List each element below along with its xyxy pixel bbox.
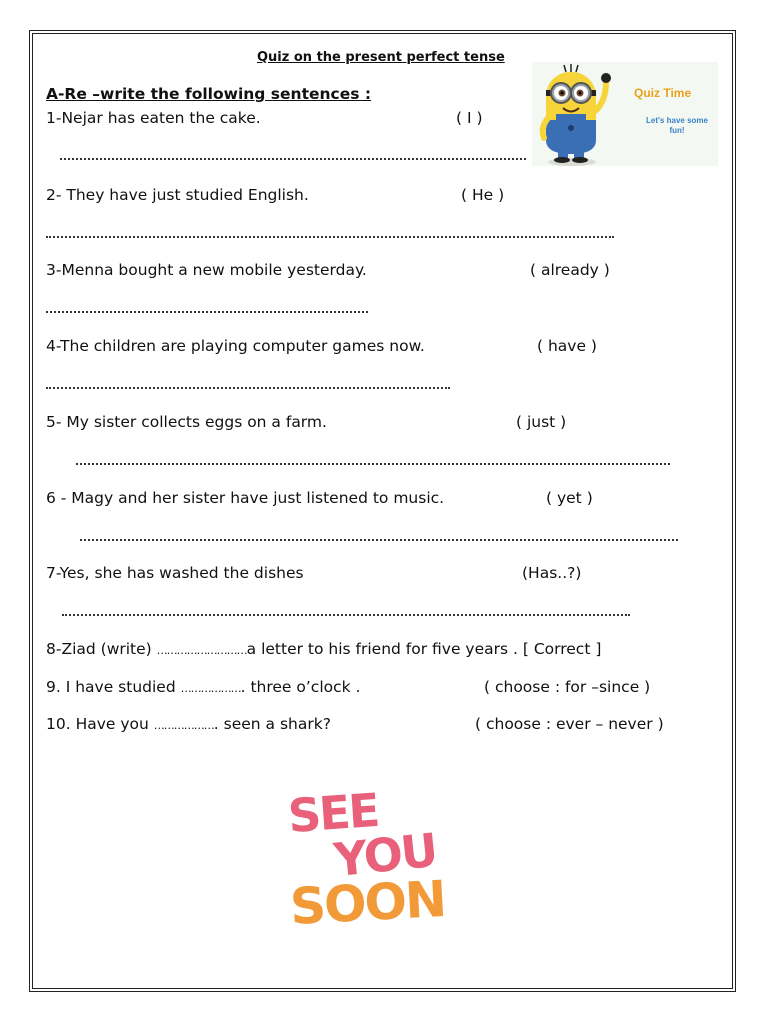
section-heading: A-Re –write the following sentences : bbox=[46, 85, 372, 103]
question-5-text: 5- My sister collects eggs on a farm. bbox=[46, 413, 327, 431]
see-you-soon-graphic bbox=[282, 782, 472, 937]
question-2-text: 2- They have just studied English. bbox=[46, 186, 309, 204]
question-6-cue: ( yet ) bbox=[546, 489, 593, 507]
question-6-text: 6 - Magy and her sister have just listened to music. bbox=[46, 489, 445, 507]
question-8-blank[interactable]: ……………………… bbox=[156, 644, 247, 657]
question-10-text-end: . seen a shark? bbox=[213, 715, 331, 733]
question-4-text: 4-The children are playing computer games now. bbox=[46, 337, 425, 355]
question-10-text-start: 10. Have you bbox=[46, 715, 154, 733]
soon-word: SOON bbox=[288, 869, 447, 937]
question-7-answer-line[interactable] bbox=[62, 614, 630, 616]
question-7-text: 7-Yes, she has washed the dishes bbox=[46, 564, 304, 582]
you-word: YOU bbox=[331, 822, 439, 888]
question-3-text: 3-Menna bought a new mobile yesterday. bbox=[46, 261, 367, 279]
minion-icon bbox=[532, 62, 718, 166]
question-9 bbox=[46, 677, 360, 699]
question-10-cue: ( choose : ever – never ) bbox=[475, 715, 664, 733]
see-word: SEE bbox=[286, 782, 380, 844]
question-10-blank[interactable]: ……………… bbox=[153, 719, 214, 732]
question-7-cue: (Has..?) bbox=[522, 564, 582, 582]
question-8-text-end: a letter to his friend for five years . [ Correct ] bbox=[246, 640, 602, 658]
question-4-answer-line[interactable] bbox=[46, 387, 450, 389]
question-1-answer-line[interactable] bbox=[60, 158, 526, 160]
quiz-time-label: Quiz Time bbox=[634, 86, 692, 100]
question-1-text: 1-Nejar has eaten the cake. bbox=[46, 109, 261, 127]
question-5-cue: ( just ) bbox=[516, 413, 567, 431]
question-5-answer-line[interactable] bbox=[76, 463, 670, 465]
page-title: Quiz on the present perfect tense bbox=[257, 50, 505, 65]
question-8-text-start: 8-Ziad (write) bbox=[46, 640, 157, 658]
question-9-cue: ( choose : for –since ) bbox=[484, 678, 651, 696]
question-1-cue: ( I ) bbox=[456, 109, 483, 127]
quiz-fun-label: Let's have some fun! bbox=[646, 116, 708, 135]
question-2-cue: ( He ) bbox=[461, 186, 505, 204]
question-9-blank[interactable]: ……………… bbox=[180, 682, 241, 695]
question-9-text-end: . three o’clock . bbox=[240, 678, 361, 696]
question-9-text-start: 9. I have studied bbox=[46, 678, 181, 696]
question-6-answer-line[interactable] bbox=[80, 539, 678, 541]
quiz-time-illustration bbox=[532, 62, 718, 166]
question-10 bbox=[46, 714, 331, 736]
question-2-answer-line[interactable] bbox=[46, 236, 614, 238]
question-3-cue: ( already ) bbox=[530, 261, 610, 279]
question-3-answer-line[interactable] bbox=[46, 311, 368, 313]
question-4-cue: ( have ) bbox=[537, 337, 597, 355]
question-8 bbox=[46, 639, 601, 661]
